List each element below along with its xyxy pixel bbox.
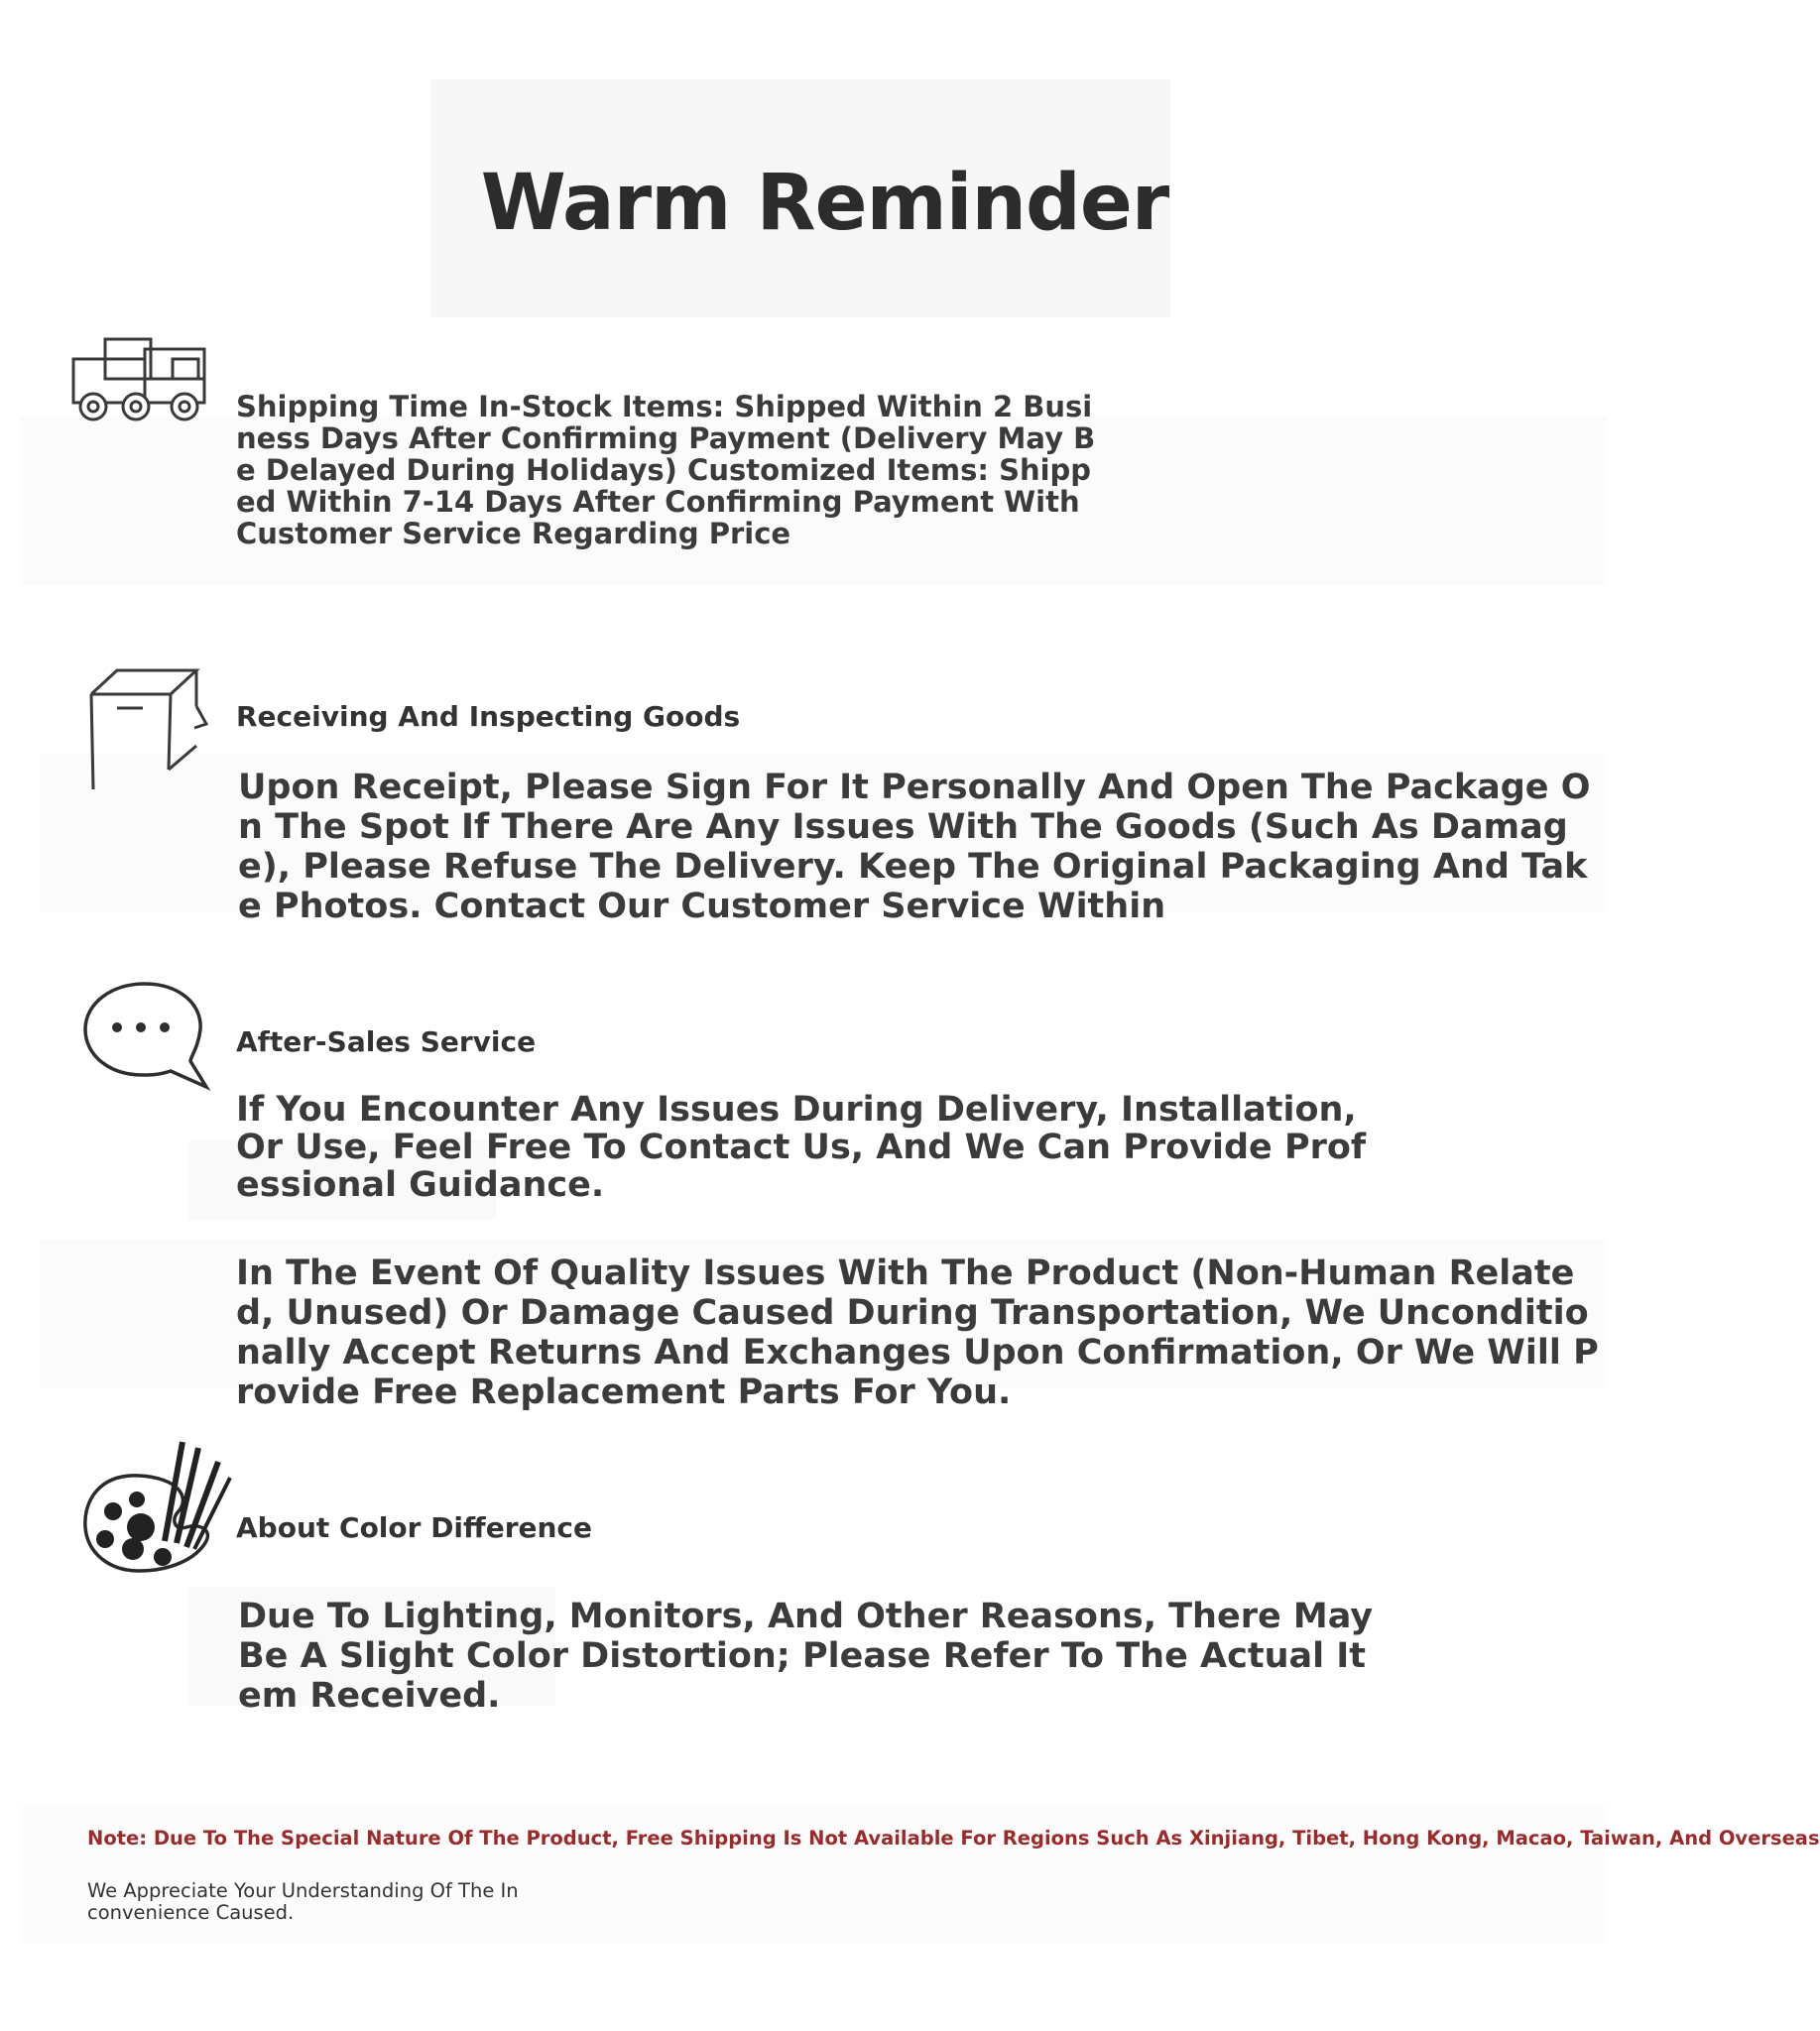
color-difference-heading: About Color Difference (236, 1511, 593, 1544)
palette-icon (79, 1432, 236, 1575)
receiving-heading: Receiving And Inspecting Goods (236, 700, 741, 733)
receiving-text: Upon Receipt, Please Sign For It Personally And Open The Package On The Spot If There Are Any Issues With The Goods (Such As Damage), Please Refuse The Delivery. Keep The Original Packaging And Take Photos. Contact Our Customer Service Within (238, 768, 1591, 926)
box-icon (83, 666, 212, 795)
after-sales-contact-text: If You Encounter Any Issues During Delivery, Installation, Or Use, Feel Free To Contact Us, And We Can Provide Professional Guidance. (236, 1090, 1367, 1205)
appreciation-text: We Appreciate Your Understanding Of The Inconvenience Caused. (87, 1879, 519, 1924)
after-sales-returns-text: In The Event Of Quality Issues With The Product (Non-Human Related, Unused) Or Damage Caused During Transportation, We Unconditionally Accept Returns And Exchanges Upon Confirmation, Or We Will Provide Free Replacement Parts For You. (236, 1254, 1599, 1412)
shipping-time-text: Shipping Time In-Stock Items: Shipped Within 2 Business Days After Confirming Payment (Delivery May Be Delayed During Holidays) Customized Items: Shipped Within 7-14 Days After Confirming Payment With Customer Service Regarding Price (236, 390, 1096, 550)
after-sales-heading: After-Sales Service (236, 1025, 537, 1058)
color-difference-text: Due To Lighting, Monitors, And Other Reasons, There May Be A Slight Color Distortion; Please Refer To The Actual Item Received. (238, 1597, 1374, 1716)
chat-bubble-icon (79, 978, 210, 1089)
shipping-exclusion-note: Note: Due To The Special Nature Of The Product, Free Shipping Is Not Available For Regions Such As Xinjiang, Tibet, Hong Kong, Macao, Taiwan, And Overseas (87, 1827, 1820, 1850)
truck-icon (69, 335, 214, 426)
page-title: Warm Reminder (480, 159, 1169, 248)
